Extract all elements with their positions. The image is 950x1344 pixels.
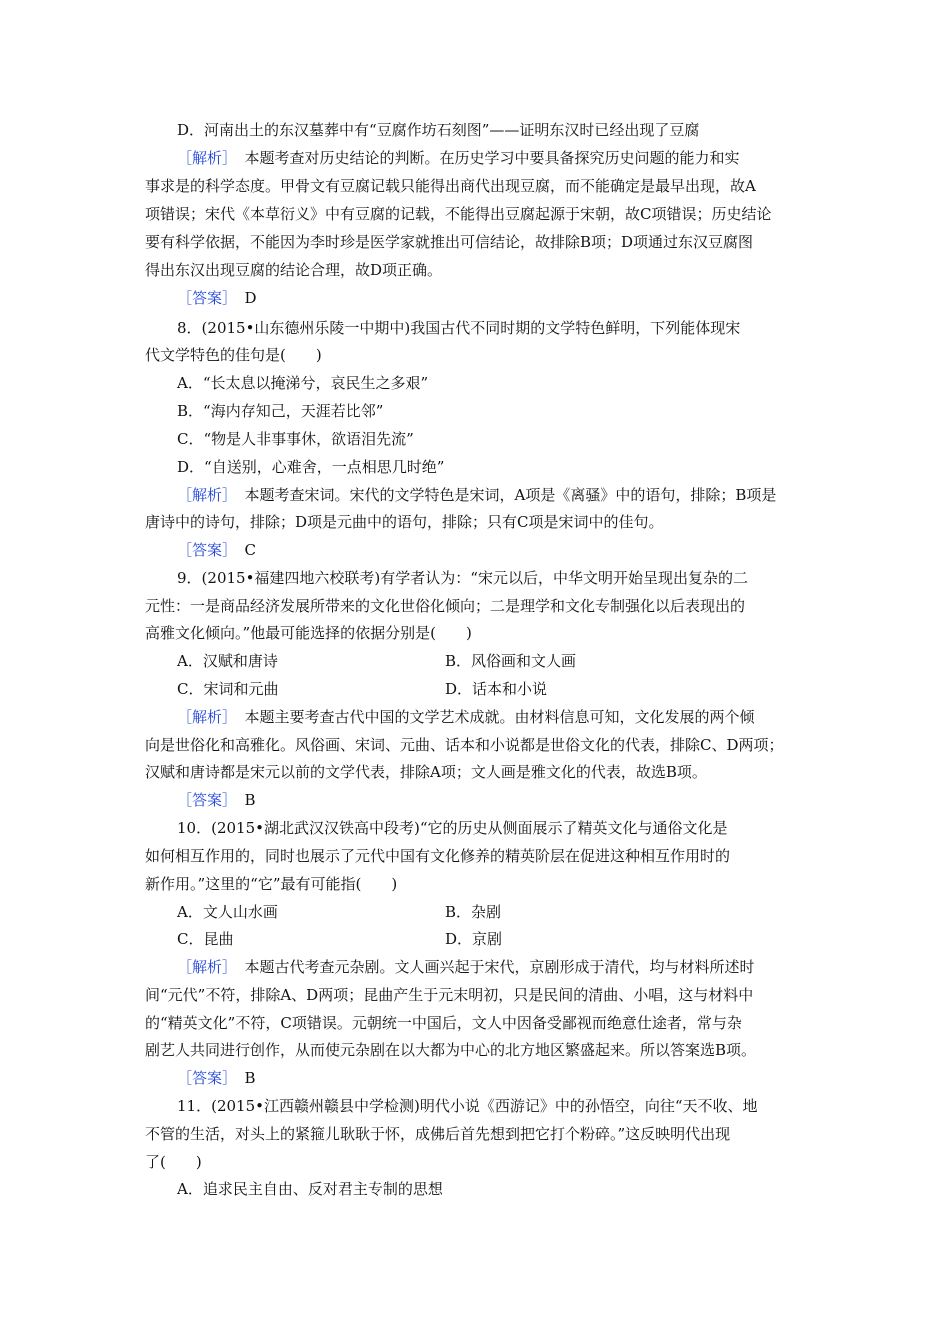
- text-line: 剧艺人共同进行创作，从而使元杂剧在以大都为中心的北方地区繁盛起来。所以答案选B项。: [145, 1041, 757, 1059]
- answer-tag: ［答案］: [177, 541, 230, 559]
- answer-tag: ［答案］: [177, 1069, 230, 1087]
- option-line: A．汉赋和唐诗 B．风俗画和文人画: [177, 652, 577, 670]
- option-col2: D．京剧: [445, 930, 503, 948]
- text-line: 的“精英文化”不符，C项错误。元朝统一中国后，文人中因备受鄙视而绝意仕途者，常与杂: [145, 1014, 742, 1032]
- option-line: B．“海内存知己，天涯若比邻”: [177, 402, 384, 420]
- text-line: 代文学特色的佳句是( ): [145, 346, 322, 364]
- answer-line: ［答案］ B: [177, 791, 256, 809]
- analysis-tag: ［解析］: [177, 486, 230, 504]
- analysis-line: ［解析］ 本题考查宋词。宋代的文学特色是宋词，A项是《离骚》中的语句，排除；B项是: [177, 486, 777, 504]
- option-col2: D．话本和小说: [445, 680, 548, 698]
- question-line: 9．(2015•福建四地六校联考)有学者认为：“宋元以后，中华文明开始呈现出复杂的二: [177, 569, 748, 587]
- analysis-tag: ［解析］: [177, 958, 230, 976]
- answer-line: ［答案］ D: [177, 289, 257, 307]
- answer-line: ［答案］ C: [177, 541, 256, 559]
- text-line: 项错误；宋代《本草衍义》中有豆腐的记载，不能得出豆腐起源于宋朝，故C项错误；历史结论: [145, 205, 772, 223]
- option-line: D．“自送别，心难舍，一点相思几时绝”: [177, 458, 445, 476]
- text-line: 唐诗中的诗句，排除；D项是元曲中的语句，排除；只有C项是宋词中的佳句。: [145, 513, 664, 531]
- option-line: C．宋词和元曲 D．话本和小说: [177, 680, 548, 698]
- analysis-line: ［解析］ 本题考查对历史结论的判断。在历史学习中要具备探究历史问题的能力和实: [177, 149, 740, 167]
- text-line: 高雅文化倾向。”他最可能选择的依据分别是( ): [145, 624, 472, 642]
- text-line: 新作用。”这里的“它”最有可能指( ): [145, 875, 398, 893]
- analysis-tag: ［解析］: [177, 708, 230, 726]
- text-line: D．河南出土的东汉墓葬中有“豆腐作坊石刻图”——证明东汉时已经出现了豆腐: [177, 121, 700, 139]
- text-line: 间“元代”不符，排除A、D两项；昆曲产生于元末明初，只是民间的清曲、小唱，这与材料中: [145, 986, 754, 1004]
- option-col2: B．风俗画和文人画: [445, 652, 577, 670]
- text-line: 汉赋和唐诗都是宋元以前的文学代表，排除A项；文人画是雅文化的代表，故选B项。: [145, 763, 707, 781]
- text-line: 不管的生活，对头上的紧箍儿耿耿于怀，成佛后首先想到把它打个粉碎。”这反映明代出现: [145, 1125, 731, 1143]
- text-line: 如何相互作用的，同时也展示了元代中国有文化修养的精英阶层在促进这种相互作用时的: [145, 847, 731, 865]
- question-line: 8．(2015•山东德州乐陵一中期中)我国古代不同时期的文学特色鲜明，下列能体现宋: [177, 319, 741, 337]
- text-line: 向是世俗化和高雅化。风俗画、宋词、元曲、话本和小说都是世俗文化的代表，排除C、D两项；: [145, 736, 784, 754]
- text-line: 得出东汉出现豆腐的结论合理，故D项正确。: [145, 261, 443, 279]
- option-line: C．昆曲 D．京剧: [177, 930, 503, 948]
- text-line: 元性：一是商品经济发展所带来的文化世俗化倾向；二是理学和文化专制强化以后表现出的: [145, 597, 746, 615]
- option-col2: B．杂剧: [445, 903, 502, 921]
- analysis-line: ［解析］ 本题古代考查元杂剧。文人画兴起于宋代，京剧形成于清代，均与材料所述时: [177, 958, 755, 976]
- text-line: 要有科学依据，不能因为李时珍是医学家就推出可信结论，故排除B项；D项通过东汉豆腐图: [145, 233, 754, 251]
- analysis-tag: ［解析］: [177, 149, 230, 167]
- option-line: A．文人山水画 B．杂剧: [177, 903, 502, 921]
- answer-tag: ［答案］: [177, 289, 230, 307]
- text-line: 了( ): [145, 1153, 202, 1171]
- answer-line: ［答案］ B: [177, 1069, 256, 1087]
- text-line: 事求是的科学态度。甲骨文有豆腐记载只能得出商代出现豆腐，而不能确定是最早出现，故A: [145, 177, 756, 195]
- analysis-line: ［解析］ 本题主要考查古代中国的文学艺术成就。由材料信息可知，文化发展的两个倾: [177, 708, 755, 726]
- answer-tag: ［答案］: [177, 791, 230, 809]
- question-line: 11．(2015•江西赣州赣县中学检测)明代小说《西游记》中的孙悟空，向往“天不收、地: [177, 1097, 758, 1115]
- option-line: C．“物是人非事事休，欲语泪先流”: [177, 430, 414, 448]
- option-line: A．“长太息以掩涕兮，哀民生之多艰”: [177, 374, 429, 392]
- question-line: 10．(2015•湖北武汉汉铁高中段考)“它的历史从侧面展示了精英文化与通俗文化是: [177, 819, 728, 837]
- option-line: A．追求民主自由、反对君主专制的思想: [177, 1180, 443, 1198]
